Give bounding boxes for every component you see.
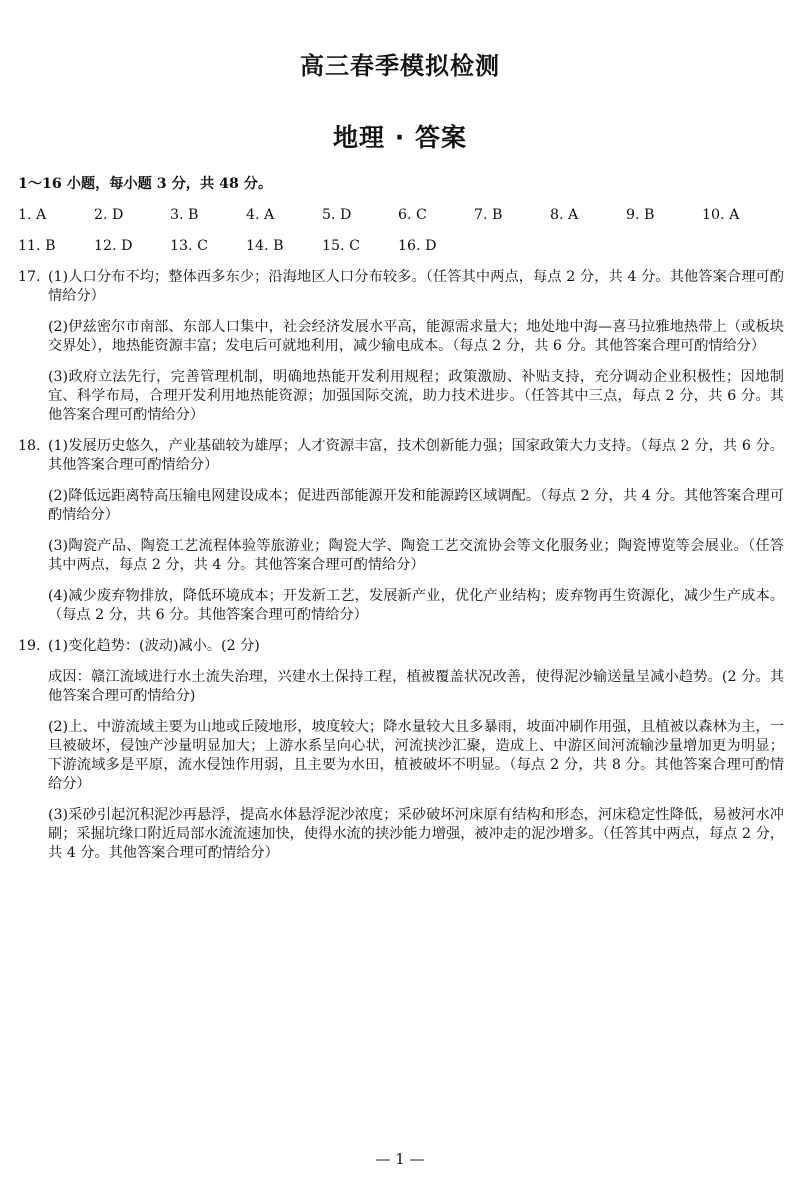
page-number: — 1 — xyxy=(375,1150,425,1168)
mc-answer: 7. B xyxy=(474,207,503,223)
answer-part: 成因：赣江流域进行水土流失治理，兴建水土保持工程，植被覆盖状况改善，使得泥沙输送量呈减小趋势。(2 分。其他答案合理可酌情给分) xyxy=(48,669,784,704)
mc-answer: 5. D xyxy=(322,207,352,223)
question-17 xyxy=(18,268,784,425)
answer-part: (1)发展历史悠久，产业基础较为雄厚；人才资源丰富，技术创新能力强；国家政策大力支持。（每点 2 分，共 6 分。其他答案合理可酌情给分） xyxy=(48,438,784,473)
answer-part: (4)减少废弃物排放，降低环境成本；开发新工艺，发展新产业，优化产业结构；废弃物再生资源化，减少生产成本。（每点 2 分，共 6 分。其他答案合理可酌情给分） xyxy=(48,588,784,623)
mc-answer: 12. D xyxy=(94,238,133,254)
mc-answer: 10. A xyxy=(702,207,740,223)
page-subtitle: 地理 · 答案 xyxy=(333,123,467,152)
question-number: 18. xyxy=(18,438,41,454)
page-title: 高三春季模拟检测 xyxy=(300,52,500,80)
mc-answer: 6. C xyxy=(398,207,427,223)
answer-part: (3)采砂引起沉积泥沙再悬浮，提高水体悬浮泥沙浓度；采砂破坏河床原有结构和形态，河床稳定性降低，易被河水冲刷；采掘坑缘口附近局部水流流速加快，使得水流的挟沙能力增强，被冲走的泥沙增多。（任答其中两点，每点 2 分，共 4 分。其他答案合理可酌情给分） xyxy=(48,807,784,861)
mc-answer: 13. C xyxy=(170,238,208,254)
question-19 xyxy=(18,637,784,863)
question-number: 17. xyxy=(18,269,41,285)
question-18 xyxy=(18,437,784,625)
mc-answer: 15. C xyxy=(322,238,360,254)
answer-part: (3)陶瓷产品、陶瓷工艺流程体验等旅游业；陶瓷大学、陶瓷工艺交流协会等文化服务业；陶瓷博览等会展业。（任答其中两点，每点 2 分，共 4 分。其他答案合理可酌情给分） xyxy=(48,538,784,573)
answer-part: (1)变化趋势：(波动)减小。(2 分) xyxy=(48,638,260,654)
mc-answer: 1. A xyxy=(18,207,47,223)
question-body xyxy=(48,437,784,625)
mc-answer: 4. A xyxy=(246,207,275,223)
mc-answer: 16. D xyxy=(398,238,437,254)
mc-answer: 8. A xyxy=(550,207,579,223)
mc-answer: 9. B xyxy=(626,207,655,223)
answer-part: (2)伊兹密尔市南部、东部人口集中，社会经济发展水平高，能源需求量大；地处地中海—喜马拉雅地热带上（或板块交界处），地热能资源丰富；发电后可就地利用，减少输电成本。（每点 2 分，共 6 分。其他答案合理可酌情给分） xyxy=(48,319,784,354)
mc-answer: 2. D xyxy=(94,207,124,223)
question-body xyxy=(48,268,784,425)
answer-part: (2)上、中游流域主要为山地或丘陵地形，坡度较大；降水量较大且多暴雨，坡面冲刷作用强，且植被以森林为主，一旦被破坏，侵蚀产沙量明显加大；上游水系呈向心状，河流挟沙汇聚，造成上、中游区间河流输沙量增加更为明显；下游流域多是平原，流水侵蚀作用弱，且主要为水田，植被破坏不明显。（每点 2 分，共 8 分。其他答案合理可酌情给分） xyxy=(48,719,784,792)
mc-answer-row-1 xyxy=(18,206,784,225)
mc-answer: 3. B xyxy=(170,207,199,223)
question-body xyxy=(48,637,784,863)
mc-answer: 14. B xyxy=(246,238,284,254)
mc-instructions: 1～16 小题，每小题 3 分，共 48 分。 xyxy=(18,176,273,192)
answer-content xyxy=(18,175,784,875)
answer-part: (3)政府立法先行，完善管理机制，明确地热能开发利用规程；政策激励、补贴支持，充分调动企业积极性；因地制宜、科学布局，合理开发利用地热能资源；加强国际交流，助力技术进步。（任答其中三点，每点 2 分，共 6 分。其他答案合理可酌情给分） xyxy=(48,369,784,423)
answer-part: (1)人口分布不均；整体西多东少；沿海地区人口分布较多。（任答其中两点，每点 2 分，共 4 分。其他答案合理可酌情给分） xyxy=(48,269,784,304)
mc-answer-row-2 xyxy=(18,237,784,256)
mc-answer: 11. B xyxy=(18,238,56,254)
question-number: 19. xyxy=(18,638,41,654)
answer-part: (2)降低远距离特高压输电网建设成本；促进西部能源开发和能源跨区域调配。（每点 2 分，共 4 分。其他答案合理可酌情给分） xyxy=(48,488,784,523)
